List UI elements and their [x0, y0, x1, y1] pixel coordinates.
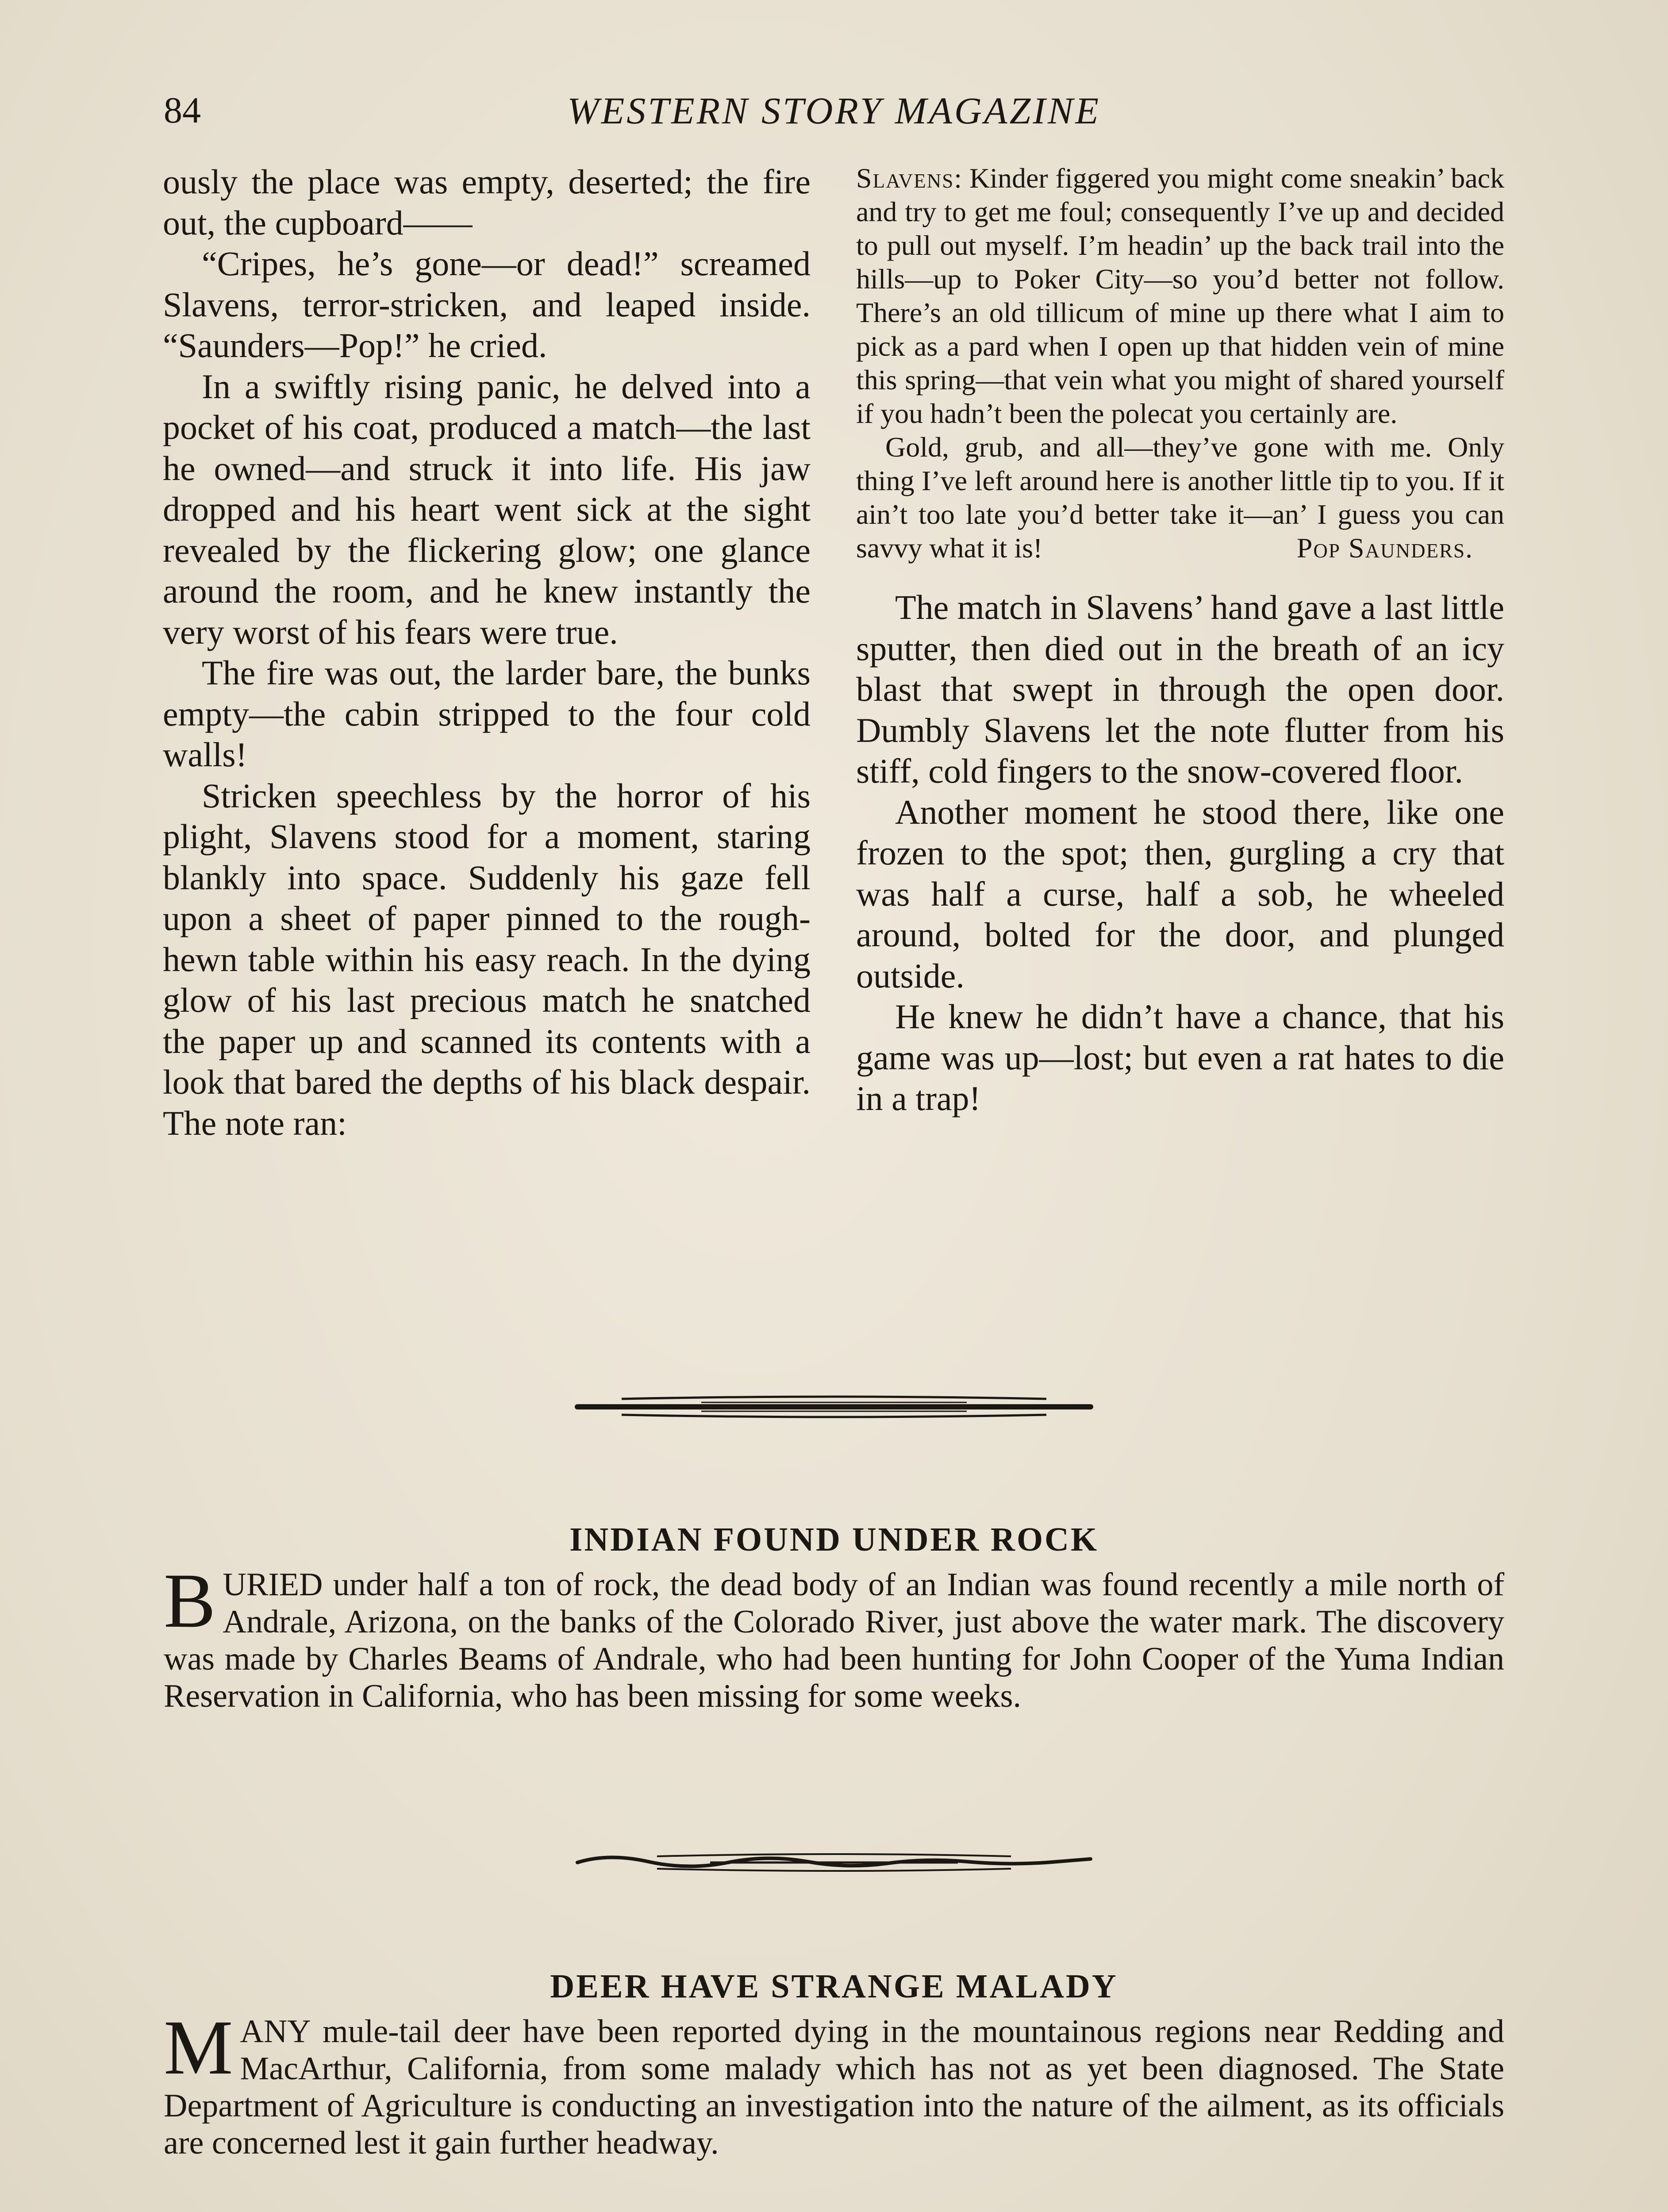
story-paragraph: Stricken speechless by the horror of his plight, Slavens stood for a moment, staring blankly into space. Suddenly his gaze fell upon a sheet of paper pinned to the rough-hewn table within his easy reach. In the dying glow of his last precious match he snatched the paper up and scanned its contents with a look that bared the depths of his black despair. The note ran: [163, 776, 811, 1142]
article-indian-found [164, 1517, 1504, 1715]
divider-ornament [0, 1849, 1668, 1876]
article-deer-malady [164, 1964, 1504, 2162]
note-signature: Pop Saunders. [1296, 532, 1473, 564]
story-paragraph: In a swiftly rising panic, he delved into a pocket of his coat, produced a match—the last he owned—and struck it into life. His jaw dropped and his heart went sick at the sight revealed by the flickering glow; one glance around the room, and he knew instantly the very worst of his fears were true. [163, 367, 811, 651]
story-paragraph: ously the place was empty, deserted; the fire out, the cupboard—— [163, 162, 811, 242]
story-paragraph: He knew he didn’t have a chance, that his game was up—lost; but even a rat hates to die in a trap! [856, 997, 1504, 1118]
article-title: INDIAN FOUND UNDER ROCK [569, 1521, 1099, 1558]
wave-ornament-icon [569, 1849, 1099, 1876]
drop-cap: M [164, 2005, 233, 2091]
magazine-title: WESTERN STORY MAGAZINE [567, 89, 1101, 132]
story-paragraph: Another moment he stood there, like one frozen to the spot; then, gurgling a cry that was half a curse, half a sob, he wheeled around, bolted for the door, and plunged outside. [856, 792, 1504, 995]
right-column [856, 161, 1504, 1119]
rule-ornament-icon [569, 1394, 1099, 1420]
article-body [164, 2005, 1504, 2162]
story-paragraph: The match in Slavens’ hand gave a last little sputter, then died out in the breath of an icy blast that swept in through the open door. Dumbly Slavens let the note flutter from his stiff, cold fingers to the snow-covered floor. [856, 588, 1504, 790]
page-header [164, 84, 1504, 137]
note-paragraph: : Kinder figgered you might come sneakin’ back and try to get me foul; consequently I’ve up and decided to pull out myself. I’m headin’ up the back trail into the hills—up to Poker City—so you’d better not follow. There’s an old tillicum of mine up there what I aim to pick as a pard when I open up that hidden vein of mine this spring—that vein what you might of shared yourself if you hadn’t been the polecat you certainly are. [856, 162, 1504, 429]
article-text: ANY mule-tail deer have been reported dying in the mountainous regions near Redding and MacArthur, California, from some malady which has not as yet been diagnosed. The State Department of Agriculture is conducting an investigation into the nature of the ailment, as its officials are concerned lest it gain further headway. [164, 2013, 1504, 2161]
article-text: URIED under half a ton of rock, the dead body of an Indian was found recently a mile north of Andrale, Arizona, on the banks of the Colorado River, just above the water mark. The discovery was made by Charles Beams of Andrale, who had been hunting for John Cooper of the Yuma Indian Reservation in California, who has been missing for some weeks. [164, 1567, 1504, 1714]
page-number: 84 [164, 90, 201, 131]
drop-cap: B [164, 1558, 216, 1644]
article-title: DEER HAVE STRANGE MALADY [550, 1968, 1118, 2005]
story-paragraph: “Cripes, he’s gone—or dead!” screamed Slavens, terror-stricken, and leaped inside. “Saunders—Pop!” he cried. [163, 244, 811, 365]
left-column [163, 161, 811, 1144]
note-text [856, 161, 1504, 565]
article-body [164, 1558, 1504, 1715]
divider-ornament [0, 1394, 1668, 1420]
story-paragraph: The fire was out, the larder bare, the bunks empty—the cabin stripped to the four cold walls! [163, 653, 811, 774]
note-paragraph: Gold, grub, and all—they’ve gone with me. Only thing I’ve left around here is another little tip to you. If it ain’t too late you’d better take it—an’ I guess you can savvy what it is! [856, 431, 1504, 564]
note-addressee: Slavens [856, 162, 954, 194]
